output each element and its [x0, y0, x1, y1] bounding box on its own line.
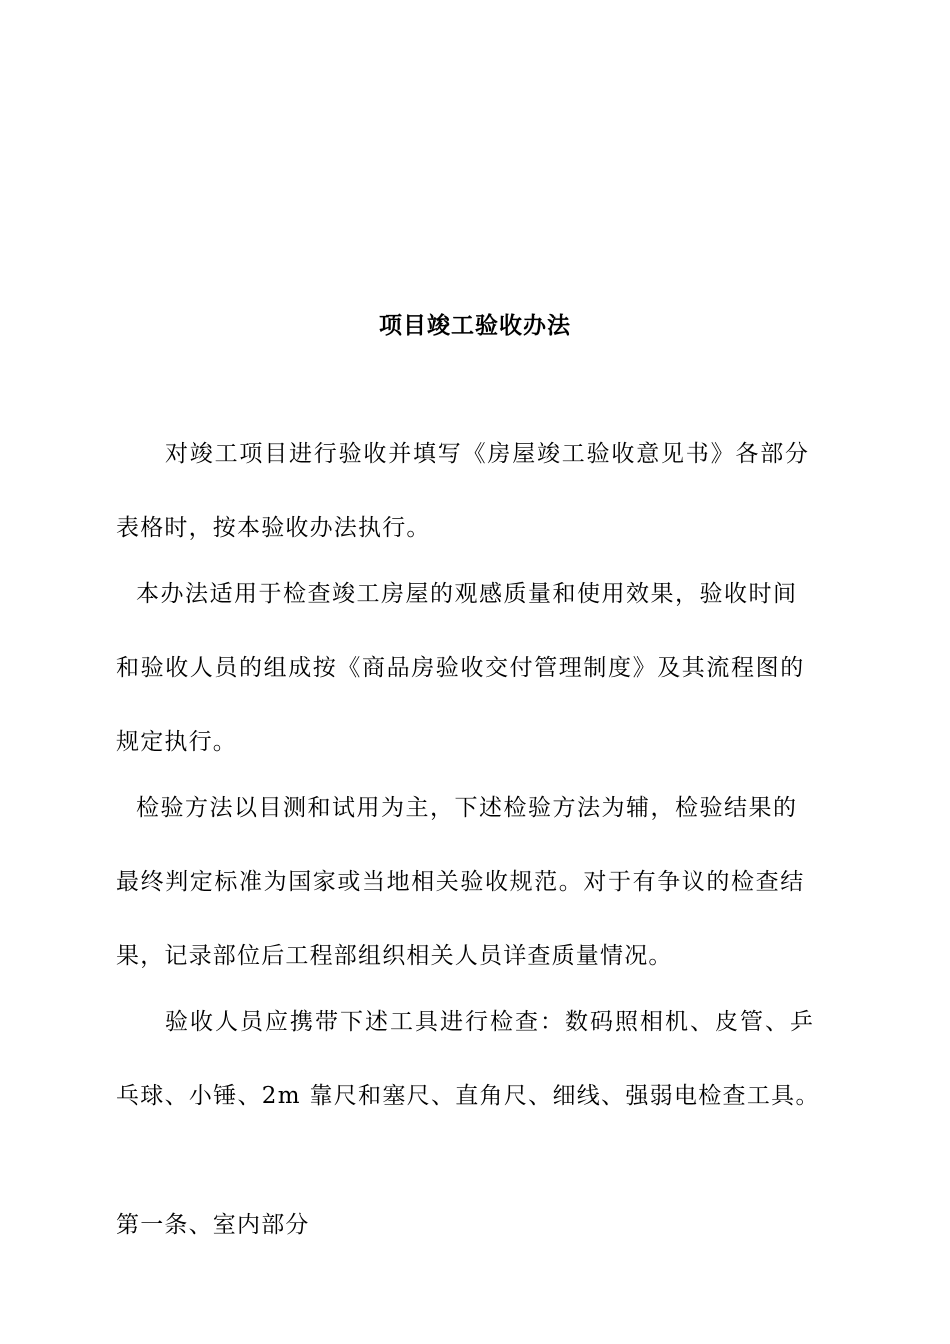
paragraph-3-line-2: 最终判定标准为国家或当地相关验收规范。对于有争议的检查结	[116, 869, 805, 895]
paragraph-4-line-1: 验收人员应携带下述工具进行检查：数码照相机、皮管、乒	[165, 1009, 815, 1035]
paragraph-2-line-2: 和验收人员的组成按《商品房验收交付管理制度》及其流程图的	[116, 655, 805, 681]
paragraph-1-line-1: 对竣工项目进行验收并填写《房屋竣工验收意见书》各部分	[165, 441, 810, 467]
paragraph-2-line-3: 规定执行。	[116, 729, 237, 755]
paragraph-3-line-3: 果，记录部位后工程部组织相关人员详查质量情况。	[116, 943, 673, 969]
section-heading: 第一条、室内部分	[116, 1212, 310, 1238]
paragraph-1-line-2: 表格时，按本验收办法执行。	[116, 515, 431, 541]
paragraph-3-line-1: 检验方法以目测和试用为主，下述检验方法为辅，检验结果的	[136, 795, 798, 821]
document-title: 项目竣工验收办法	[379, 312, 571, 339]
paragraph-2-line-1: 本办法适用于检查竣工房屋的观感质量和使用效果，验收时间	[136, 581, 798, 607]
paragraph-4-line-2: 乓球、小锤、2m 靠尺和塞尺、直角尺、细线、强弱电检查工具。	[116, 1083, 820, 1109]
